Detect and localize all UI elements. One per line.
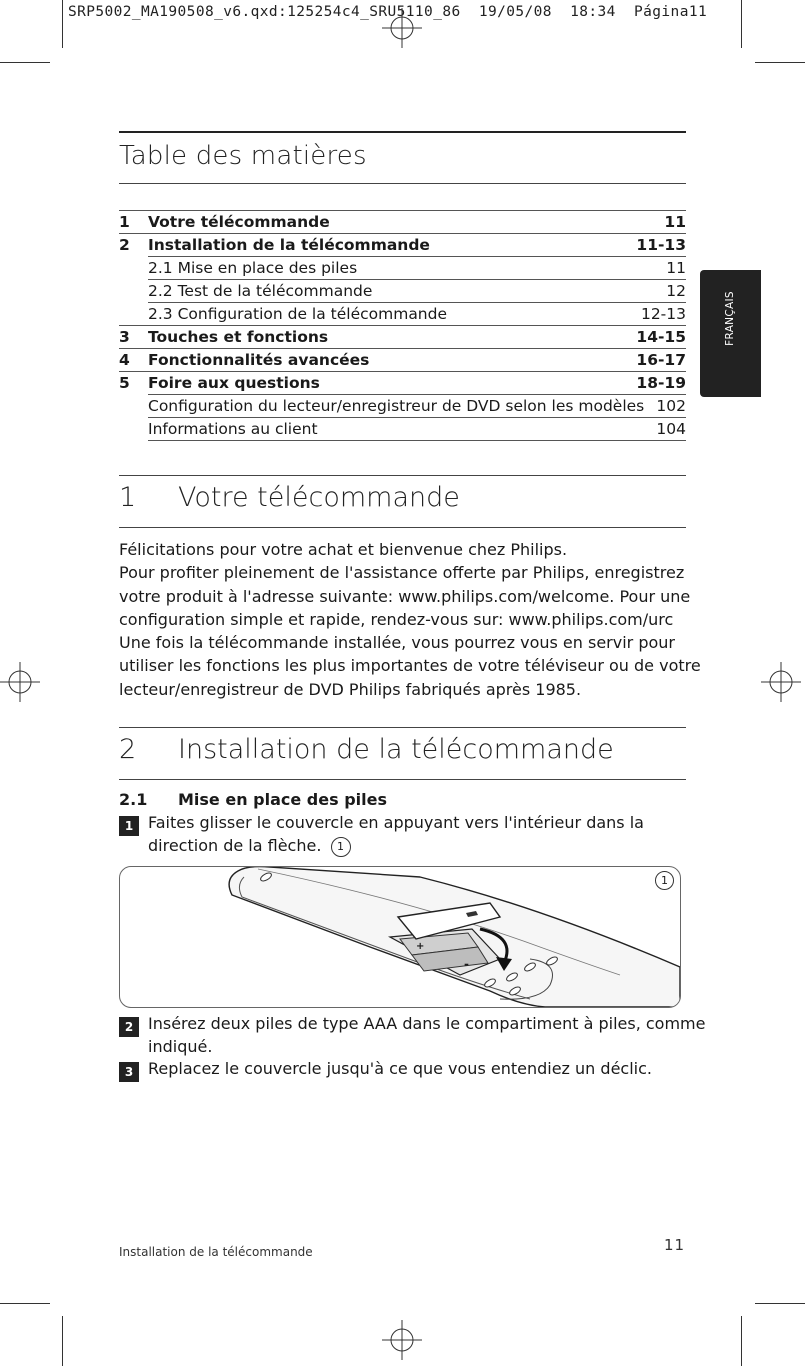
toc-entry-title: Configuration du lecteur/enregistreur de DVD selon les modèles — [148, 397, 645, 415]
crop-mark — [755, 1303, 805, 1304]
step-text — [148, 1013, 705, 1058]
step-text — [148, 1058, 652, 1081]
toc-entry — [119, 280, 686, 303]
toc-entry-page: 12-13 — [640, 305, 686, 323]
section-2-bottom-rule — [119, 779, 686, 780]
toc-entry-page: 12 — [666, 282, 686, 300]
section-1-body — [119, 538, 701, 701]
toc-entry-number: 5 — [119, 374, 130, 392]
print-slug: SRP5002_MA190508_v6.qxd:125254c4_SRU5110_86 19/05/08 18:34 Página11 — [68, 4, 708, 20]
step-line: direction de la flèche. — [148, 835, 322, 855]
section-1-bottom-rule — [119, 527, 686, 528]
toc-entry-number: 4 — [119, 351, 130, 369]
body-line: configuration simple et rapide, rendez-vous sur: www.philips.com/urc — [119, 609, 674, 629]
crop-mark — [741, 1316, 742, 1366]
toc-entry-page: 102 — [656, 397, 686, 415]
body-line: Félicitations pour votre achat et bienvenue chez Philips. — [119, 540, 568, 559]
toc-entry-page: 11 — [664, 213, 686, 231]
step-badge: 1 — [119, 816, 139, 836]
toc-entry-page: 11 — [666, 259, 686, 277]
section-1-number: 1 — [119, 482, 137, 513]
section-2-heading — [0, 734, 805, 770]
footer-page-number: 11 — [664, 1236, 686, 1254]
step-text — [148, 812, 644, 857]
battery-minus-mark: - — [464, 957, 469, 971]
crop-mark — [62, 0, 63, 48]
step-badge: 2 — [119, 1017, 139, 1037]
registration-mark-icon — [0, 662, 40, 702]
toc-entry-page: 16-17 — [636, 351, 686, 369]
crop-mark — [0, 1303, 50, 1304]
registration-mark-icon — [761, 662, 801, 702]
step-line: Faites glisser le couvercle en appuyant vers l'intérieur dans la — [148, 813, 644, 832]
toc-entry — [119, 257, 686, 280]
footer-section-label: Installation de la télécommande — [119, 1245, 313, 1259]
toc-top-rule — [119, 131, 686, 133]
toc-entry-page: 104 — [656, 420, 686, 438]
toc-entry-title: 2.3 Configuration de la télécommande — [148, 305, 448, 323]
toc-entry-title: Foire aux questions — [148, 374, 320, 392]
body-line: utiliser les fonctions les plus importantes de votre téléviseur ou de votre — [119, 656, 701, 676]
section-2-number: 2 — [119, 734, 137, 765]
section-2-top-rule — [119, 727, 686, 728]
toc-entry — [119, 418, 686, 441]
section-1-heading — [0, 482, 805, 518]
step-badge: 3 — [119, 1062, 139, 1082]
toc-entry-number: 3 — [119, 328, 130, 346]
figure-reference: 1 — [331, 837, 351, 857]
crop-mark — [741, 0, 742, 48]
toc-entry-title: Fonctionnalités avancées — [148, 351, 370, 369]
section-1-title: Votre télécommande — [178, 482, 460, 513]
toc-heading: Table des matières — [119, 141, 367, 171]
subsection-number: 2.1 — [119, 790, 148, 809]
remote-battery-illustration-icon — [120, 867, 680, 1007]
toc-entry-number: 2 — [119, 236, 130, 254]
registration-mark-icon — [382, 8, 422, 48]
crop-mark — [62, 1316, 63, 1366]
crop-mark — [0, 62, 50, 63]
toc-entry — [119, 326, 686, 349]
toc-entry-title: 2.1 Mise en place des piles — [148, 259, 358, 277]
battery-plus-mark: + — [416, 941, 425, 952]
toc-list — [119, 211, 686, 442]
toc-entry — [119, 211, 686, 234]
toc-entry-page: 11-13 — [636, 236, 686, 254]
step-line: Replacez le couvercle jusqu'à ce que vous entendiez un déclic. — [148, 1059, 652, 1078]
subsection-title: Mise en place des piles — [178, 790, 387, 809]
language-tab-label: FRANÇAIS — [724, 291, 736, 346]
step-line: Insérez deux piles de type AAA dans le compartiment à piles, comme — [148, 1014, 706, 1033]
toc-entry-title: Installation de la télécommande — [148, 236, 430, 254]
toc-entry-page: 18-19 — [636, 374, 686, 392]
toc-entry-title: Touches et fonctions — [148, 328, 329, 346]
section-2-title: Installation de la télécommande — [178, 734, 614, 765]
toc-heading-rule — [119, 183, 686, 184]
toc-entry — [119, 372, 686, 395]
body-line: lecteur/enregistreur de DVD Philips fabriqués après 1985. — [119, 679, 582, 699]
figure-marker: 1 — [655, 871, 674, 890]
toc-entry — [119, 349, 686, 372]
body-line: Une fois la télécommande installée, vous pourrez vous en servir pour — [119, 633, 675, 653]
crop-mark — [755, 62, 805, 63]
body-line: Pour profiter pleinement de l'assistance offerte par Philips, enregistrez — [119, 563, 685, 583]
toc-entry-page: 14-15 — [636, 328, 686, 346]
step-line: indiqué. — [148, 1036, 213, 1056]
toc-entry-title: Votre télécommande — [148, 213, 330, 231]
toc-entry-title: Informations au client — [148, 420, 318, 438]
toc-entry-title: 2.2 Test de la télécommande — [148, 282, 373, 300]
toc-entry — [119, 234, 686, 257]
language-tab — [700, 270, 761, 397]
section-1-top-rule — [119, 475, 686, 476]
battery-figure — [119, 866, 681, 1008]
step-line-with-ref — [148, 835, 644, 858]
body-line: votre produit à l'adresse suivante: www.philips.com/welcome. Pour une — [119, 586, 691, 606]
toc-entry — [119, 395, 686, 418]
registration-mark-icon — [382, 1320, 422, 1360]
toc-entry-number: 1 — [119, 213, 130, 231]
toc-entry — [119, 303, 686, 326]
